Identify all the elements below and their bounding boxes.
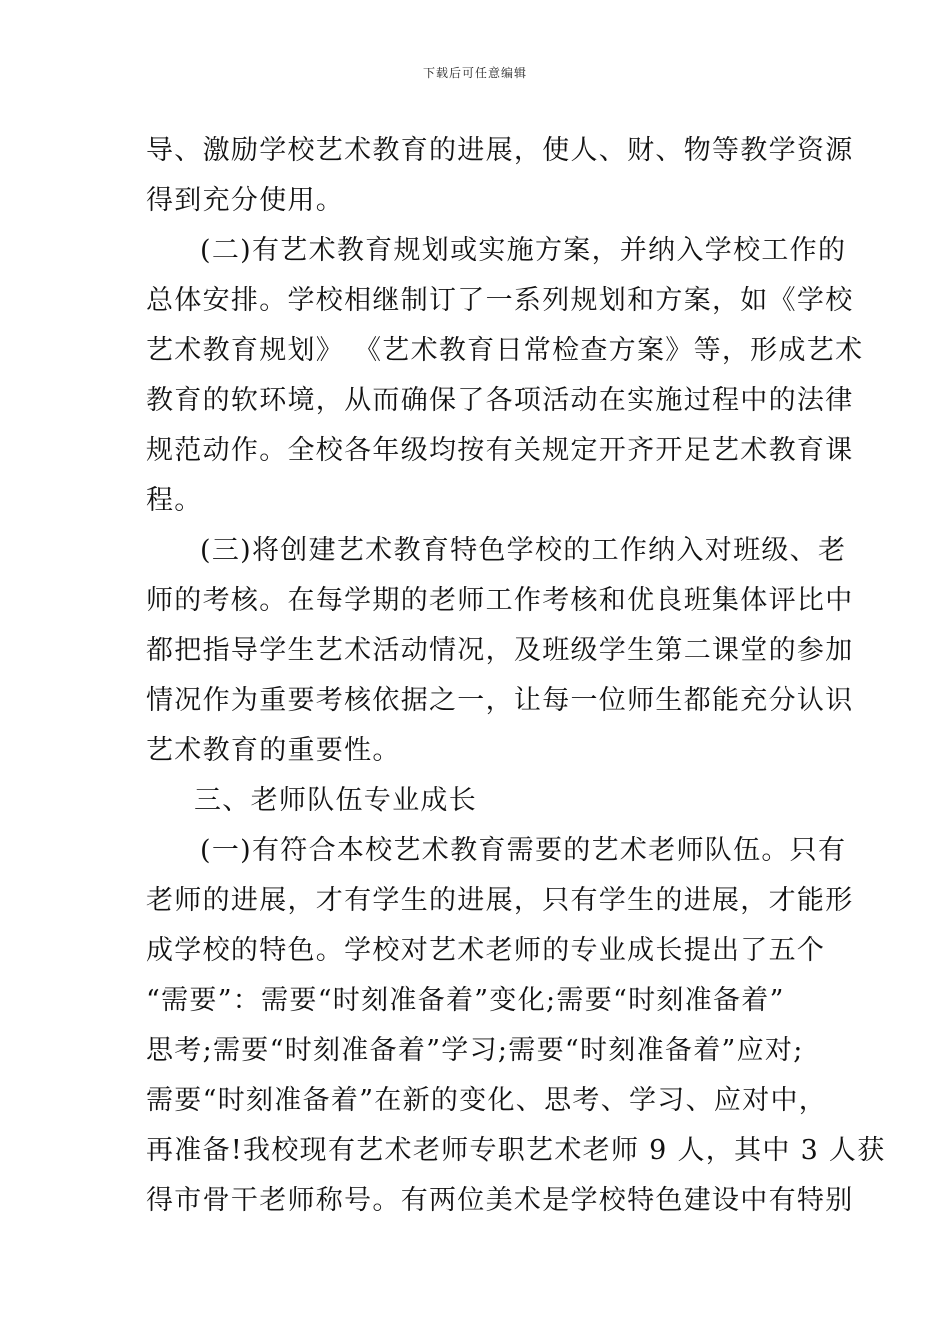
paragraph-start-line: (一)有符合本校艺术教育需要的艺术老师队伍。只有 [200,835,847,866]
text-line: 成学校的特色。学校对艺术老师的专业成长提出了五个 [146,935,826,966]
text-line: 需要“时刻准备着”在新的变化、思考、学习、应对中， [146,1085,828,1116]
section-heading: 三、老师队伍专业成长 [194,785,477,816]
text-line: 总体安排。学校相继制订了一系列规划和方案，如《学校 [146,285,854,316]
text-line: 规范动作。全校各年级均按有关规定开齐开足艺术教育课 [146,435,854,466]
text-line: 程。 [146,485,203,516]
text-line: 得市骨干老师称号。有两位美术是学校特色建设中有特别 [146,1185,854,1216]
text-line: 思考;需要“时刻准备着”学习;需要“时刻准备着”应对; [146,1035,804,1066]
text-line: 导、激励学校艺术教育的进展，使人、财、物等教学资源 [146,135,854,166]
text-line: 再准备!我校现有艺术老师专职艺术老师 9 人，其中 3 人获 [146,1135,886,1166]
text-line: 得到充分使用。 [146,185,345,216]
page-header-note: 下载后可任意编辑 [422,66,527,80]
text-line: 都把指导学生艺术活动情况，及班级学生第二课堂的参加 [146,635,854,666]
text-line: 教育的软环境，从而确保了各项活动在实施过程中的法律 [146,385,854,416]
paragraph-start-line: (二)有艺术教育规划或实施方案，并纳入学校工作的 [200,235,847,266]
document-body [146,126,886,1226]
text-line: 艺术教育规划》 《艺术教育日常检查方案》等，形成艺术 [146,335,864,366]
text-line: 情况作为重要考核依据之一，让每一位师生都能充分认识 [146,685,854,716]
paragraph-start-line: (三)将创建艺术教育特色学校的工作纳入对班级、老 [200,535,847,566]
text-line: “需要”：需要“时刻准备着”变化;需要“时刻准备着” [146,985,785,1016]
text-line: 老师的进展，才有学生的进展，只有学生的进展，才能形 [146,885,854,916]
text-line: 师的考核。在每学期的老师工作考核和优良班集体评比中 [146,585,854,616]
text-line: 艺术教育的重要性。 [146,735,401,766]
